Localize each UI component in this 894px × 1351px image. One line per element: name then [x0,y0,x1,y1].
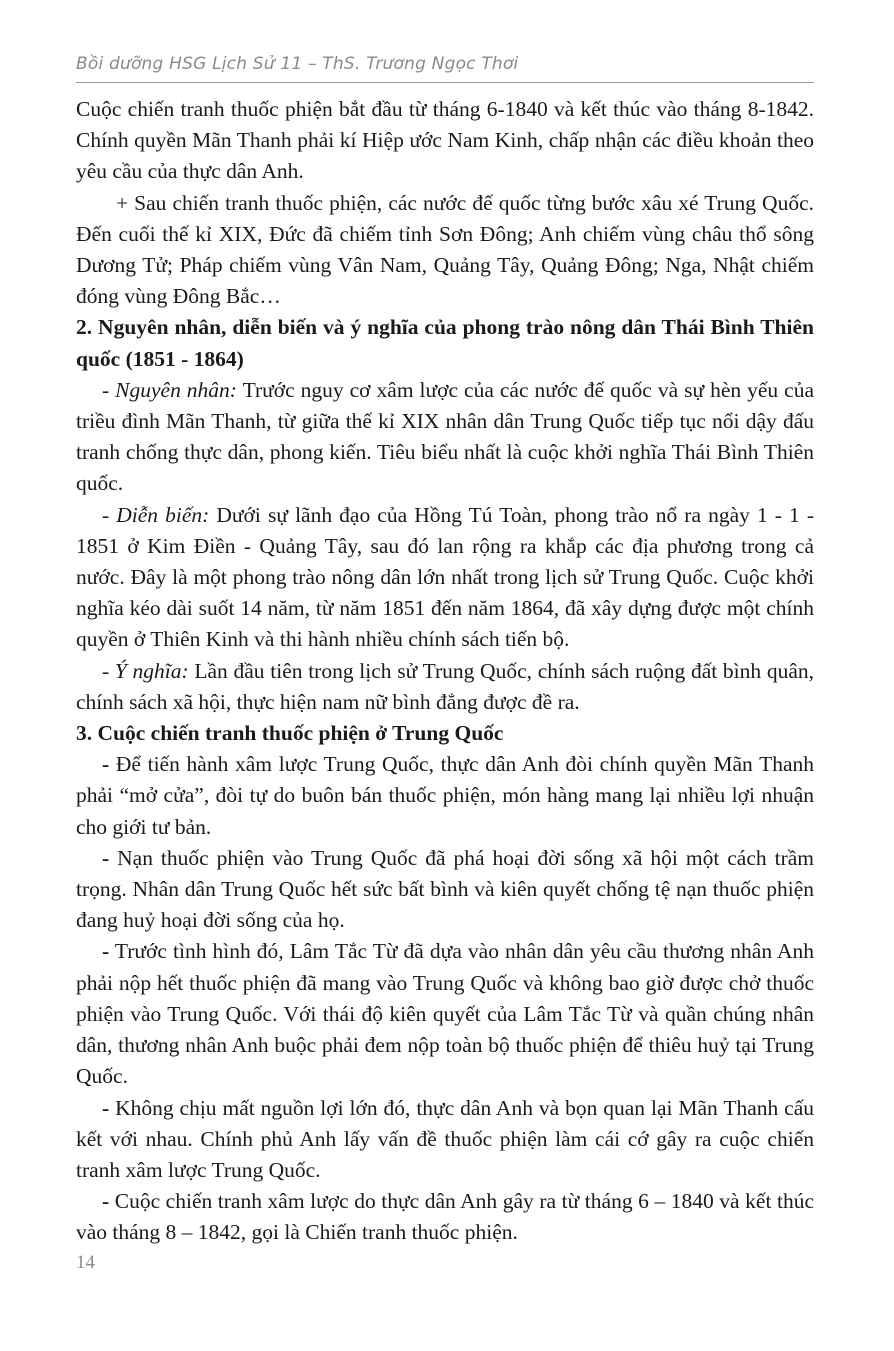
paragraph-development [76,500,814,656]
paragraph-british-demands [76,749,814,843]
page-number: 14 [76,1252,95,1273]
section-heading-taiping: 2. Nguyên nhân, diễn biến và ý nghĩa của phong trào nông dân Thái Bình Thiên quốc (1851 - 1864) [76,315,814,371]
running-header: Bồi dưỡng HSG Lịch Sử 11 – ThS. Trương Ngọc Thơi [76,54,519,74]
paragraph-war-dates [76,1186,814,1248]
text-development: Dưới sự lãnh đạo của Hồng Tú Toàn, phong trào nổ ra ngày 1 - 1 - 1851 ở Kim Điền - Quảng Tây, sau đó lan rộng ra khắp các địa phương trong cả nước. Đây là một phong trào nông dân lớn nhất trong lịch sử Trung Quốc. Cuộc khởi nghĩa kéo dài suốt 14 năm, từ năm 1851 đến năm 1864, đã xây dựng được một chính quyền ở Thiên Kinh và thi hành nhiều chính sách tiến bộ. [76,502,814,652]
label-significance: - Ý nghĩa: [102,658,189,683]
paragraph-partition-of-china: + Sau chiến tranh thuốc phiện, các nước đế quốc từng bước xâu xé Trung Quốc. Đến cuối thế kỉ XIX, Đức đã chiếm tỉnh Sơn Đông; Anh chiếm vùng châu thổ sông Dương Tử; Pháp chiếm vùng Vân Nam, Quảng Tây, Quảng Đông; Nga, Nhật chiếm đóng vùng Đông Bắc… [76,190,814,309]
bullet-dash: - [102,752,110,777]
bullet-dash: - [102,1095,110,1120]
paragraph-pretext-for-war [76,1093,814,1187]
bullet-dash: - [102,1189,110,1214]
text-lin-zexu: Trước tình hình đó, Lâm Tắc Từ đã dựa vào nhân dân yêu cầu thương nhân Anh phải nộp hết thuốc phiện đã mang vào Trung Quốc và không bao giờ được chở thuốc phiện vào Trung Quốc. Với thái độ kiên quyết của Lâm Tắc Từ và quần chúng nhân dân, thương nhân Anh buộc phải đem nộp toàn bộ thuốc phiện để thiêu huỷ tại Trung Quốc. [76,939,814,1089]
header-divider [76,82,814,83]
paragraph-cause [76,375,814,500]
text-cause: Trước nguy cơ xâm lược của các nước đế quốc và sự hèn yếu của triều đình Mãn Thanh, từ giữa thế kỉ XIX nhân dân Trung Quốc tiếp tục nổi dậy đấu tranh chống thực dân, phong kiến. Tiêu biểu nhất là cuộc khởi nghĩa Thái Bình Thiên quốc. [76,377,814,496]
label-cause: - Nguyên nhân: [102,377,237,402]
paragraph-opium-war-summary: Cuộc chiến tranh thuốc phiện bắt đầu từ tháng 6-1840 và kết thúc vào tháng 8-1842. Chính quyền Mãn Thanh phải kí Hiệp ước Nam Kinh, chấp nhận các điều khoản theo yêu cầu của thực dân Anh. [76,97,814,184]
text-british-demands: Để tiến hành xâm lược Trung Quốc, thực dân Anh đòi chính quyền Mãn Thanh phải “mở cửa”, đòi tự do buôn bán thuốc phiện, món hàng mang lại nhiều lợi nhuận cho giới tư bản. [76,752,814,839]
text-significance: Lần đầu tiên trong lịch sử Trung Quốc, chính sách ruộng đất bình quân, chính sách xã hội, thực hiện nam nữ bình đẳng được đề ra. [76,658,815,714]
bullet-dash: - [102,845,110,870]
text-war-dates: Cuộc chiến tranh xâm lược do thực dân Anh gây ra từ tháng 6 – 1840 và kết thúc vào tháng 8 – 1842, gọi là Chiến tranh thuốc phiện. [76,1189,814,1245]
paragraph-opium-harm [76,843,814,937]
paragraph-significance [76,656,814,718]
page-body [76,94,814,1249]
section-heading-opium-war: 3. Cuộc chiến tranh thuốc phiện ở Trung Quốc [76,721,504,746]
label-development: - Diễn biến: [102,502,210,527]
text-pretext-for-war: Không chịu mất nguồn lợi lớn đó, thực dân Anh và bọn quan lại Mãn Thanh cấu kết với nhau. Chính phủ Anh lấy vấn đề thuốc phiện làm cái cớ gây ra cuộc chiến tranh xâm lược Trung Quốc. [76,1095,814,1182]
bullet-dash: - [102,939,110,964]
text-opium-harm: Nạn thuốc phiện vào Trung Quốc đã phá hoại đời sống xã hội một cách trầm trọng. Nhân dân Trung Quốc hết sức bất bình và kiên quyết chống tệ nạn thuốc phiện đang huỷ hoại đời sống của họ. [76,845,814,933]
paragraph-lin-zexu [76,936,814,1092]
